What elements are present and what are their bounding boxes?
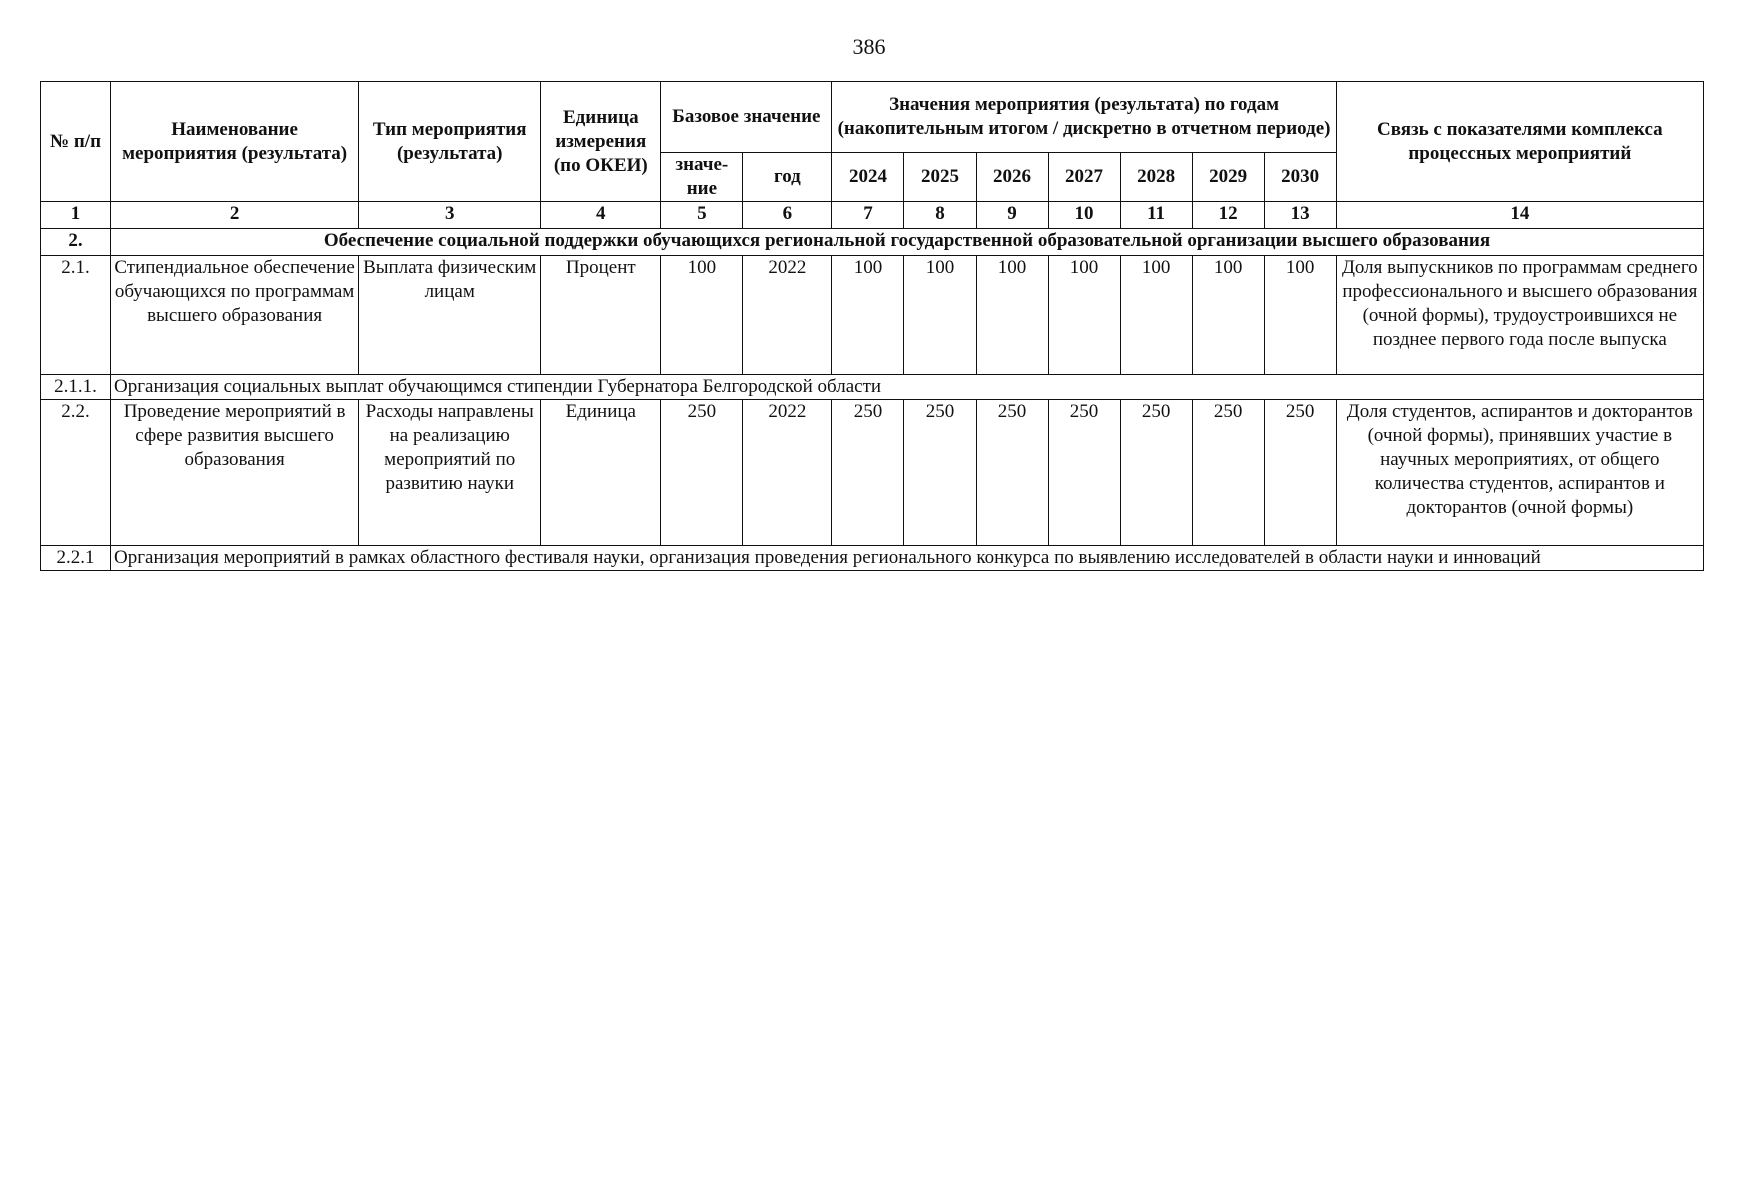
header-year: 2027 xyxy=(1048,153,1120,202)
row-year-value: 100 xyxy=(1048,256,1120,375)
row-year-value: 250 xyxy=(976,400,1048,546)
column-number: 4 xyxy=(541,202,661,229)
row-year-value: 250 xyxy=(1192,400,1264,546)
row-year-value: 100 xyxy=(832,256,904,375)
row-number: 2.2. xyxy=(41,400,111,546)
subrow-text: Организация мероприятий в рамках областного фестиваля науки, организация проведения регионального конкурса по выявлению исследователей в области науки и инноваций xyxy=(111,546,1704,571)
header-unit: Единица измерения (по ОКЕИ) xyxy=(541,82,661,202)
subrow-number: 2.1.1. xyxy=(41,375,111,400)
header-base-value: значе- ние xyxy=(661,153,743,202)
column-number: 13 xyxy=(1264,202,1336,229)
header-base-year: год xyxy=(743,153,832,202)
header-year: 2025 xyxy=(904,153,976,202)
subrow xyxy=(41,375,1704,400)
row-year-value: 100 xyxy=(1120,256,1192,375)
column-number: 6 xyxy=(743,202,832,229)
row-year-value: 100 xyxy=(904,256,976,375)
header-year: 2024 xyxy=(832,153,904,202)
row-year-value: 100 xyxy=(976,256,1048,375)
section-number: 2. xyxy=(41,229,111,256)
column-number: 3 xyxy=(359,202,541,229)
section-row xyxy=(41,229,1704,256)
table-row xyxy=(41,400,1704,546)
row-type: Выплата физическим лицам xyxy=(359,256,541,375)
row-base-value: 250 xyxy=(661,400,743,546)
header-base: Базовое значение xyxy=(661,82,832,153)
row-base-year: 2022 xyxy=(743,400,832,546)
header-year: 2028 xyxy=(1120,153,1192,202)
activities-table xyxy=(40,81,1704,571)
column-numbers-row xyxy=(41,202,1704,229)
header-link: Связь с показателями комплекса процессных мероприятий xyxy=(1336,82,1703,202)
row-year-value: 100 xyxy=(1192,256,1264,375)
page-number: 386 xyxy=(852,34,886,59)
row-link: Доля студентов, аспирантов и докторантов (очной формы), принявших участие в научных мероприятиях, от общего количества студентов, аспирантов и докторантов (очной формы) xyxy=(1336,400,1703,546)
header-name: Наименование мероприятия (результата) xyxy=(111,82,359,202)
table-row xyxy=(41,256,1704,375)
row-link: Доля выпускников по программам среднего профессионального и высшего образования (очной формы), трудоустроившихся не позднее первого года после выпуска xyxy=(1336,256,1703,375)
column-number: 7 xyxy=(832,202,904,229)
row-number: 2.1. xyxy=(41,256,111,375)
section-title: Обеспечение социальной поддержки обучающихся региональной государственной образовательной организации высшего образования xyxy=(111,229,1704,256)
row-base-value: 100 xyxy=(661,256,743,375)
row-name: Стипендиальное обеспечение обучающихся по программам высшего образования xyxy=(111,256,359,375)
subrow-text: Организация социальных выплат обучающимся стипендии Губернатора Белгородской области xyxy=(111,375,1704,400)
row-year-value: 250 xyxy=(904,400,976,546)
column-number: 2 xyxy=(111,202,359,229)
header-num: № п/п xyxy=(41,82,111,202)
header-type: Тип мероприятия (результата) xyxy=(359,82,541,202)
row-year-value: 250 xyxy=(832,400,904,546)
row-type: Расходы направлены на реализацию мероприятий по развитию науки xyxy=(359,400,541,546)
row-unit: Процент xyxy=(541,256,661,375)
row-year-value: 100 xyxy=(1264,256,1336,375)
row-year-value: 250 xyxy=(1048,400,1120,546)
column-number: 5 xyxy=(661,202,743,229)
row-name: Проведение мероприятий в сфере развития высшего образования xyxy=(111,400,359,546)
row-base-year: 2022 xyxy=(743,256,832,375)
subrow xyxy=(41,546,1704,571)
column-number: 10 xyxy=(1048,202,1120,229)
header-values: Значения мероприятия (результата) по годам (накопительным итогом / дискретно в отчетном периоде) xyxy=(832,82,1336,153)
header-year: 2029 xyxy=(1192,153,1264,202)
column-number: 14 xyxy=(1336,202,1703,229)
row-year-value: 250 xyxy=(1120,400,1192,546)
subrow-number: 2.2.1 xyxy=(41,546,111,571)
column-number: 9 xyxy=(976,202,1048,229)
row-year-value: 250 xyxy=(1264,400,1336,546)
column-number: 11 xyxy=(1120,202,1192,229)
row-unit: Единица xyxy=(541,400,661,546)
header-year: 2026 xyxy=(976,153,1048,202)
header-year: 2030 xyxy=(1264,153,1336,202)
column-number: 1 xyxy=(41,202,111,229)
column-number: 8 xyxy=(904,202,976,229)
column-number: 12 xyxy=(1192,202,1264,229)
